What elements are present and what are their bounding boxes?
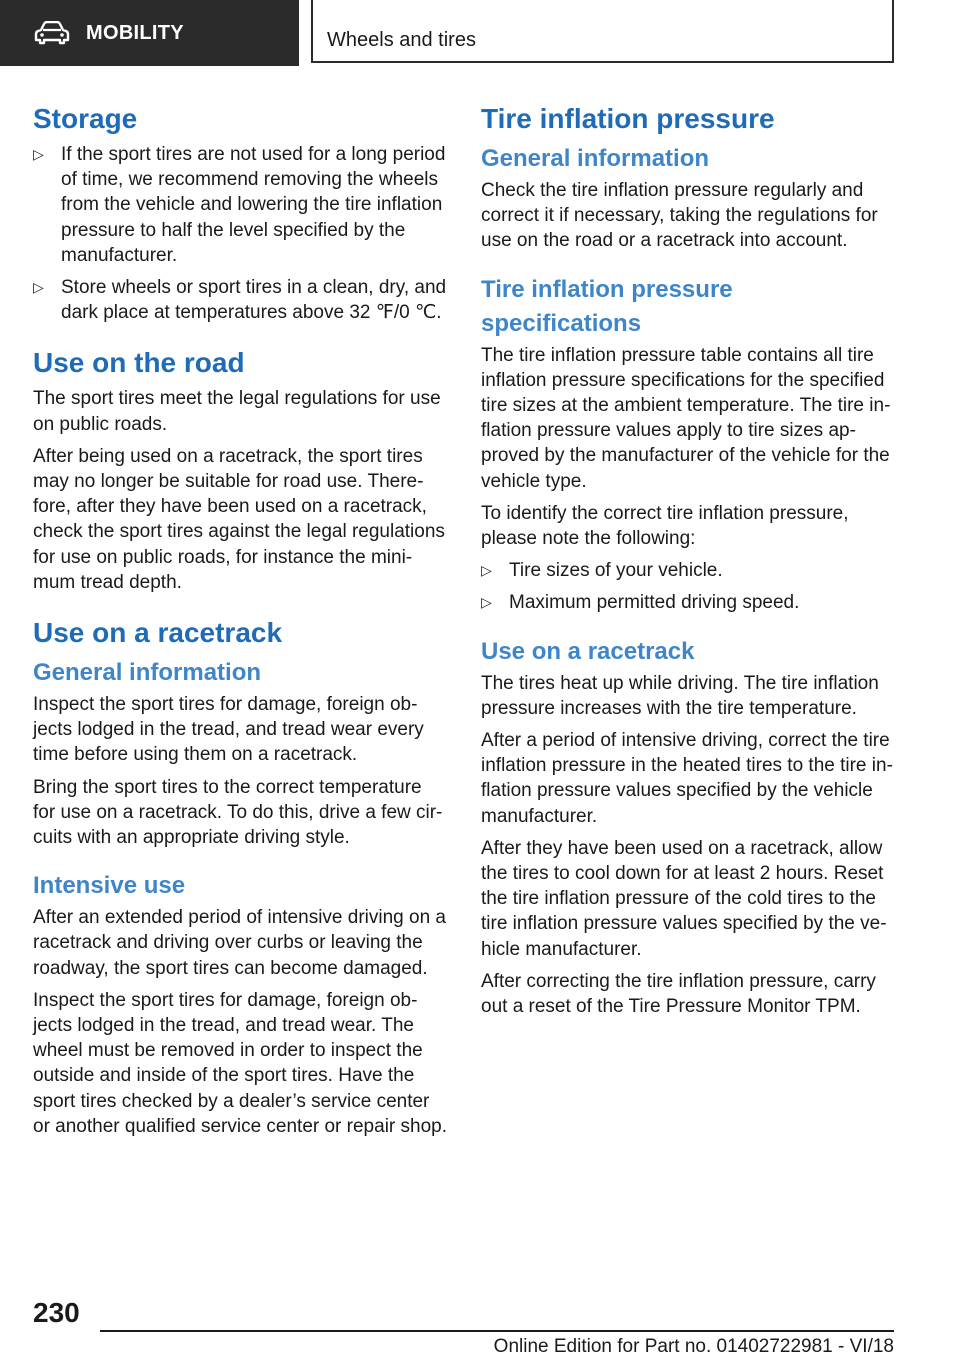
paragraph: The sport tires meet the legal regulations for use on public roads. — [33, 388, 441, 435]
storage-heading: Storage — [33, 103, 138, 134]
road-heading: Use on the road — [33, 347, 245, 379]
paragraph: Bring the sport tires to the correct temperature for use on a racetrack. To do this, drive a few cir- cuits with an appropriate driving style. — [33, 776, 443, 849]
list-item — [33, 275, 449, 325]
list-item — [481, 558, 897, 583]
left-column — [33, 100, 449, 1146]
bullet-triangle-icon: ▷ — [33, 146, 44, 162]
paragraph: Inspect the sport tires for damage, foreign ob- jects lodged in the tread, and tread wear. The wheel must be removed in order to inspect the outside and inside of the sport tires. Have the sport tires checked by a dealer’s service center or another qualified service center or repair shop. — [33, 989, 448, 1137]
paragraph: To identify the correct tire inflation pressure, please note the following: — [481, 502, 849, 550]
paragraph: After they have been used on a racetrack, allow the tires to cool down for at least 2 hours. Reset the tire inflation pressure of the cold tires to the tire inflation pressure values specified by the ve- hicle manufacturer. — [481, 837, 887, 960]
footer-divider — [100, 1330, 894, 1332]
paragraph: After an extended period of intensive driving on a racetrack and driving over curbs or leaving the roadway, the sport tires can become damaged. — [33, 907, 446, 979]
chapter-box — [311, 0, 894, 63]
right-column — [481, 100, 897, 1026]
list-item-text: Maximum permitted driving speed. — [509, 592, 800, 614]
section-tab — [0, 0, 299, 66]
intensive-use-heading: Intensive use — [33, 872, 186, 900]
general-info-heading: General information — [33, 659, 262, 687]
list-item — [481, 590, 897, 615]
spec-heading: Tire inflation pressure specifications — [481, 275, 733, 337]
paragraph: After being used on a racetrack, the sport tires may no longer be suitable for road use. There- fore, after they have been used on a racetrack, check the sport tires against the legal regulations for use on public roads, for instance the mini- mum tread depth. — [33, 445, 445, 593]
list-item-text: Store wheels or sport tires in a clean, dry, and dark place at temperatures above 32 ℉/0 ℃. — [61, 277, 447, 324]
storage-list — [33, 142, 449, 325]
section-label: MOBILITY — [86, 21, 184, 44]
paragraph: The tire inflation pressure table contains all tire inflation pressure specifications for the specified tire sizes at the ambient temperature. The tire in- flation pressure values apply to tire sizes ap- proved by the manufacturer of the vehicle for the vehicle type. — [481, 344, 891, 492]
bullet-triangle-icon: ▷ — [481, 594, 492, 611]
chapter-title: Wheels and tires — [327, 29, 476, 51]
list-item-text: Tire sizes of your vehicle. — [509, 560, 723, 582]
general-info-heading: General information — [481, 145, 710, 172]
list-item — [33, 142, 449, 268]
racetrack-heading: Use on a racetrack — [481, 637, 695, 665]
edition-footer: Online Edition for Part no. 01402722981 - VI/18 — [493, 1336, 894, 1357]
racetrack-heading: Use on a racetrack — [33, 617, 283, 649]
list-item-text: If the sport tires are not used for a long period of time, we recommend removing the wheels from the vehicle and lowering the tire inflation pressure to half the level specified by the manufacturer. — [61, 144, 446, 266]
paragraph: The tires heat up while driving. The tire inflation pressure increases with the tire temperature. — [481, 672, 879, 719]
bullet-triangle-icon: ▷ — [481, 562, 492, 579]
page-number: 230 — [33, 1297, 80, 1328]
paragraph: After a period of intensive driving, correct the tire inflation pressure in the heated tires to the tire in- flation pressure values specified by the vehicle manufacturer. — [481, 730, 893, 827]
page-header — [0, 0, 960, 66]
paragraph: Inspect the sport tires for damage, foreign ob- jects lodged in the tread, and tread wear every time before using them on a racetrack. — [33, 694, 424, 766]
car-icon — [34, 21, 70, 45]
bullet-triangle-icon: ▷ — [33, 279, 44, 296]
pressure-heading: Tire inflation pressure — [481, 103, 775, 134]
paragraph: After correcting the tire inflation pressure, carry out a reset of the Tire Pressure Monitor TPM. — [481, 970, 876, 1018]
spec-list — [481, 558, 897, 615]
paragraph: Check the tire inflation pressure regularly and correct it if necessary, taking the regulations for use on the road or a racetrack into account. — [481, 180, 878, 252]
